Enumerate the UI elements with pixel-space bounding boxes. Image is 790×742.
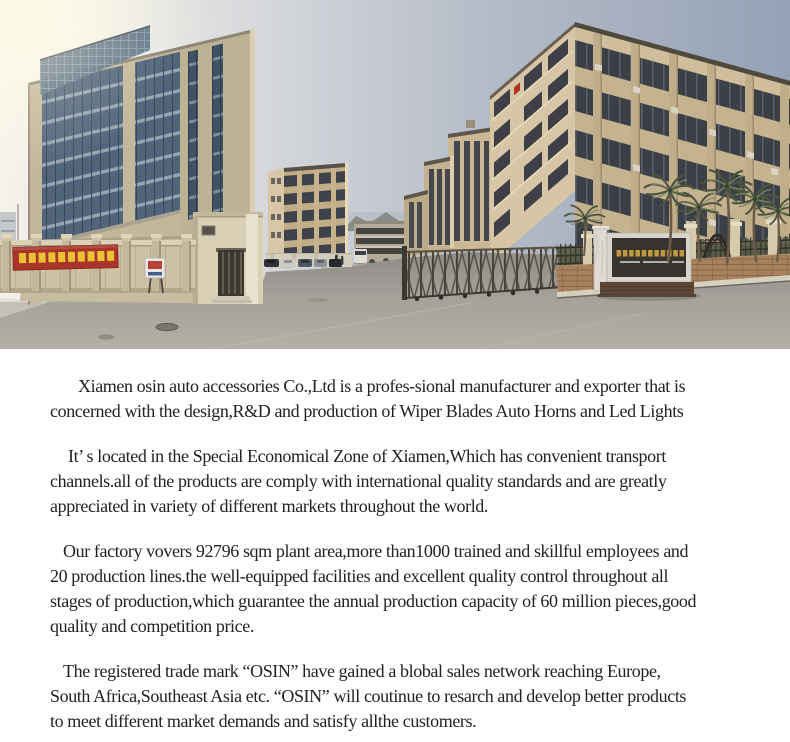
- text-line: It’ s located in the Special Economical Zone of Xiamen,Which has convenient transport: [68, 446, 666, 466]
- about-paragraph-1: [50, 374, 750, 424]
- white-van: [354, 249, 367, 263]
- sign-characters: [617, 250, 685, 257]
- text-line: 20 production lines.the well-equipped facilities and excellent quality control throughout all: [50, 566, 669, 586]
- text-line: quality and competition price.: [50, 616, 254, 636]
- about-paragraph-2: [50, 444, 750, 519]
- manhole-cover: [156, 323, 178, 330]
- text-line: appreciated in variety of different markets throughout the world.: [50, 496, 489, 516]
- company-description: [0, 349, 790, 734]
- about-paragraph-3: [50, 539, 750, 639]
- text-line: stages of production,which guarantee the annual production capacity of 60 million pieces,good: [50, 591, 697, 611]
- sun-glare: [0, 0, 280, 280]
- about-paragraph-4: [50, 659, 750, 734]
- text-line: The registered trade mark “OSIN” have gained a blobal sales network reaching Europe,: [63, 661, 661, 681]
- text-line: South Africa,Southeast Asia etc. “OSIN” will coutinue to resarch and develop better products: [50, 686, 687, 706]
- text-line: channels.all of the products are comply with international quality standards and are greatly: [50, 471, 667, 491]
- text-line: to meet different market demands and satisfy allthe customers.: [50, 711, 477, 731]
- text-line: concerned with the design,R&D and production of Wiper Blades Auto Horns and Led Lights: [50, 401, 684, 421]
- text-line: Xiamen osin auto accessories Co.,Ltd is a profes-sional manufacturer and exporter that is: [78, 376, 686, 396]
- company-sign: [592, 226, 700, 301]
- factory-photo: [0, 0, 790, 349]
- text-line: Our factory vovers 92796 sqm plant area,more than1000 trained and skillful employees and: [63, 541, 689, 561]
